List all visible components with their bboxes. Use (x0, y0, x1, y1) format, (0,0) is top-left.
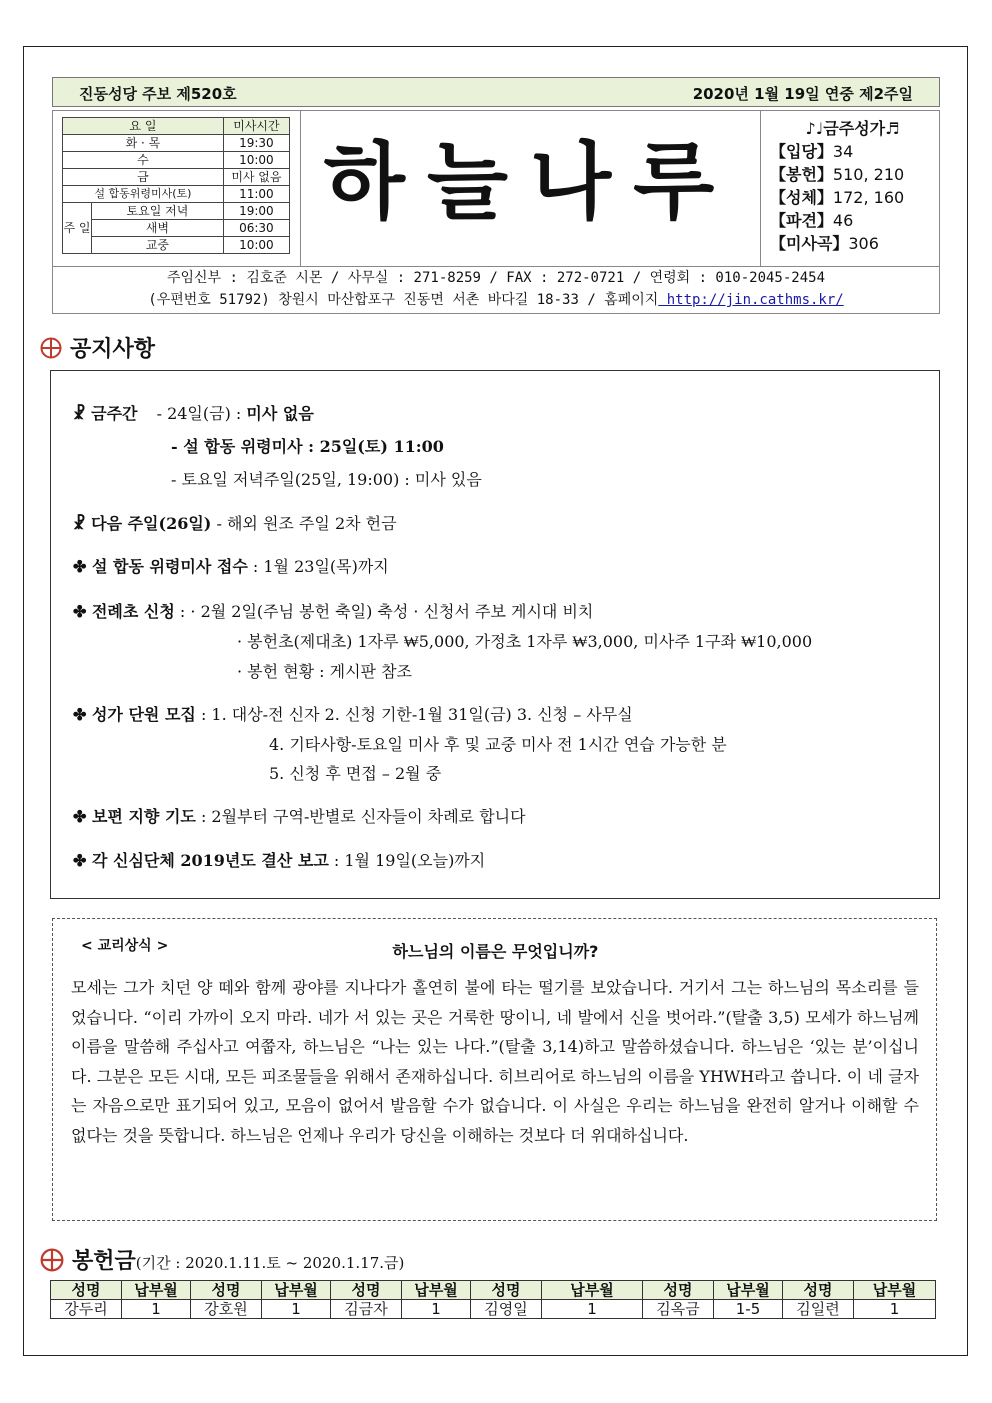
mass-day: 토요일 저녁 (92, 203, 224, 220)
notice-text: - 해외 원조 주일 2차 헌금 (211, 514, 397, 533)
notice-text: · 봉헌초(제대초) 1자루 ₩5,000, 가정초 1자루 ₩3,000, 미사주 1구좌 ₩10,000 (237, 632, 813, 651)
notice-text-bold: 미사 없음 (246, 404, 314, 423)
mass-col-day: 요 일 (63, 118, 224, 135)
notice-line (171, 434, 444, 457)
notice-text: · 봉헌 현황 : 게시판 참조 (237, 662, 413, 681)
mass-time: 06:30 (223, 220, 289, 237)
hymn-item (770, 140, 935, 163)
col-month: 납부월 (542, 1281, 643, 1300)
notice-line (171, 467, 482, 490)
col-name: 성명 (191, 1281, 262, 1300)
notice-line (73, 554, 389, 577)
notice-label: ☧ 금주간 (73, 404, 138, 423)
notice-line (73, 702, 633, 725)
col-name: 성명 (331, 1281, 402, 1300)
address-line (53, 289, 939, 311)
col-month: 납부월 (122, 1281, 191, 1300)
homepage-link[interactable]: http://jin.cathms.kr/ (658, 292, 844, 308)
mass-day: 수 (63, 152, 224, 169)
mass-schedule-table (62, 117, 290, 254)
header-divider (760, 110, 761, 267)
col-name: 성명 (783, 1281, 854, 1300)
hymn-title: ♪♩금주성가♬ (805, 119, 900, 138)
hymn-value: 510, 210 (832, 165, 905, 184)
notice-line (73, 804, 526, 827)
notice-line (73, 848, 485, 871)
hymn-item (770, 232, 935, 255)
notice-text: - 24일(금) : (156, 404, 247, 423)
notice-line (73, 599, 593, 622)
donor-month: 1 (402, 1300, 471, 1319)
hymn-key: 【파견】 (770, 211, 833, 230)
hymn-item (770, 163, 935, 186)
notice-label: ✤ 각 신심단체 2019년도 결산 보고 (73, 851, 329, 870)
notice-label: ✤ 전례초 신청 (73, 602, 175, 621)
hymn-list (770, 117, 935, 255)
donor-name: 김금자 (331, 1300, 402, 1319)
donor-month: 1 (122, 1300, 191, 1319)
notice-text: : 1월 23일(목)까지 (247, 557, 389, 576)
title-bar (52, 77, 940, 107)
mass-day: 설 합동위령미사(토) (63, 186, 224, 203)
hymn-value: 34 (832, 142, 854, 161)
donor-name: 김일련 (783, 1300, 854, 1319)
col-name: 성명 (471, 1281, 542, 1300)
notice-text: : 1. 대상-전 신자 2. 신청 기한-1월 31일(금) 3. 신청 – 사무실 (195, 705, 633, 724)
mass-day: 교중 (92, 237, 224, 254)
notice-line (269, 732, 727, 755)
mass-time: 11:00 (223, 186, 289, 203)
notice-line (237, 629, 812, 652)
col-month: 납부월 (714, 1281, 783, 1300)
mass-day: 새벽 (92, 220, 224, 237)
donor-name: 김옥금 (643, 1300, 714, 1319)
contact-box (52, 267, 940, 314)
mass-time: 10:00 (223, 152, 289, 169)
donor-month: 1 (854, 1300, 936, 1319)
contact-line: 주임신부 : 김호준 시몬 / 사무실 : 271-8259 / FAX : 272-0721 / 연령회 : 010-2045-2454 (166, 270, 825, 286)
notice-line (73, 511, 397, 534)
hymn-item (770, 209, 935, 232)
notice-text: : 1월 19일(오늘)까지 (328, 851, 486, 870)
notice-text: - 토요일 저녁주일(25일, 19:00) : 미사 있음 (171, 470, 482, 489)
offering-table (50, 1280, 936, 1319)
mass-time: 미사 없음 (223, 169, 289, 186)
table-header-row (51, 1281, 936, 1300)
hymn-value: 46 (832, 211, 854, 230)
notice-box (50, 370, 940, 899)
offering-title: 봉헌금 (72, 1249, 136, 1274)
hymn-key: 【성체】 (770, 188, 833, 207)
hymn-key: 【입당】 (770, 142, 833, 161)
notice-text: - 설 합동 위령미사 : 25일(토) 11:00 (171, 437, 444, 456)
notice-label: ✤ 설 합동 위령미사 접수 (73, 557, 248, 576)
hymn-item (770, 186, 935, 209)
mass-day: 화 · 목 (63, 135, 224, 152)
notice-line (269, 761, 441, 784)
donor-month: 1 (542, 1300, 643, 1319)
sunday-label: 주 일 (63, 203, 92, 254)
notice-title: 공지사항 (70, 337, 156, 362)
offering-heading (40, 1244, 404, 1275)
donor-name: 김영일 (471, 1300, 542, 1319)
notice-line (73, 401, 314, 424)
notice-text: 4. 기타사항-토요일 미사 후 및 교중 미사 전 1시간 연습 가능한 분 (269, 735, 727, 754)
notice-heading (40, 332, 155, 363)
paper-title: 하늘나루 (323, 133, 737, 231)
doctrine-body: 모세는 그가 치던 양 떼와 함께 광야를 지나다가 홀연히 불에 타는 떨기를 보았습니다. 거기서 그는 하느님의 목소리를 들었습니다. “이리 가까이 오지 마라. 네가 서 있는 곳은 거룩한 땅이니, 네 발에서 신을 벗어라.”(탈출 3,5) 모세가 하느님께 이름을 말씀해 주십사고 여쭙자, 하느님은 “나는 있는 나다.”(탈출 3,14)하고 말씀하셨습니다. 하느님은 ‘있는 분’이십니다. 그분은 모든 시대, 모든 피조물들을 위해서 존재하십니다. 히브리어로 하느님의 이름을 YHWH라고 씁니다. 이 네 글자는 자음으로만 표기되어 있고, 모음이 없어서 발음할 수가 없습니다. 이 사실은 우리는 하느님을 완전히 알거나 이해할 수 없다는 것을 뜻합니다. 하느님은 언제나 우리가 당신을 이해하는 것보다 더 위대하십니다. (71, 978, 919, 1145)
doctrine-box (52, 918, 937, 1221)
section-cross-icon (40, 1248, 64, 1272)
notice-text: 5. 신청 후 면접 – 2월 중 (269, 764, 442, 783)
notice-line (237, 659, 412, 682)
hymn-value: 306 (848, 234, 879, 253)
address-text: (우편번호 51792) 창원시 마산합포구 진동면 서촌 바다길 18-33 / 홈페이지 (148, 292, 659, 308)
notice-label: ☧ 다음 주일(26일) (73, 514, 212, 533)
doctrine-title: 하느님의 이름은 무엇입니까? (392, 942, 599, 961)
donor-month: 1 (262, 1300, 331, 1319)
offering-period: (기간 : 2020.1.11.토 ~ 2020.1.17.금) (135, 1254, 405, 1272)
bulletin-number: 진동성당 주보 제520호 (79, 85, 237, 103)
col-month: 납부월 (262, 1281, 331, 1300)
donor-month: 1-5 (714, 1300, 783, 1319)
mass-col-time: 미사시간 (223, 118, 289, 135)
donor-name: 강호원 (191, 1300, 262, 1319)
col-month: 납부월 (854, 1281, 936, 1300)
notice-text: : · 2월 2일(주님 봉헌 축일) 축성 · 신청서 주보 게시대 비치 (174, 602, 594, 621)
notice-label: ✤ 보편 지향 기도 (73, 807, 196, 826)
section-cross-icon (40, 337, 62, 359)
col-month: 납부월 (402, 1281, 471, 1300)
doctrine-tag: < 교리상식 > (81, 938, 169, 954)
hymn-value: 172, 160 (832, 188, 905, 207)
notice-label: ✤ 성가 단원 모집 (73, 705, 196, 724)
col-name: 성명 (643, 1281, 714, 1300)
col-name: 성명 (51, 1281, 122, 1300)
mass-time: 19:30 (223, 135, 289, 152)
donor-name: 강두리 (51, 1300, 122, 1319)
hymn-key: 【미사곡】 (770, 234, 849, 253)
mass-day: 금 (63, 169, 224, 186)
hymn-key: 【봉헌】 (770, 165, 833, 184)
notice-text: : 2월부터 구역-반별로 신자들이 차례로 합니다 (195, 807, 526, 826)
table-row (51, 1300, 936, 1319)
mass-time: 10:00 (223, 237, 289, 254)
mass-time: 19:00 (223, 203, 289, 220)
bulletin-date: 2020년 1월 19일 연중 제2주일 (692, 85, 913, 103)
